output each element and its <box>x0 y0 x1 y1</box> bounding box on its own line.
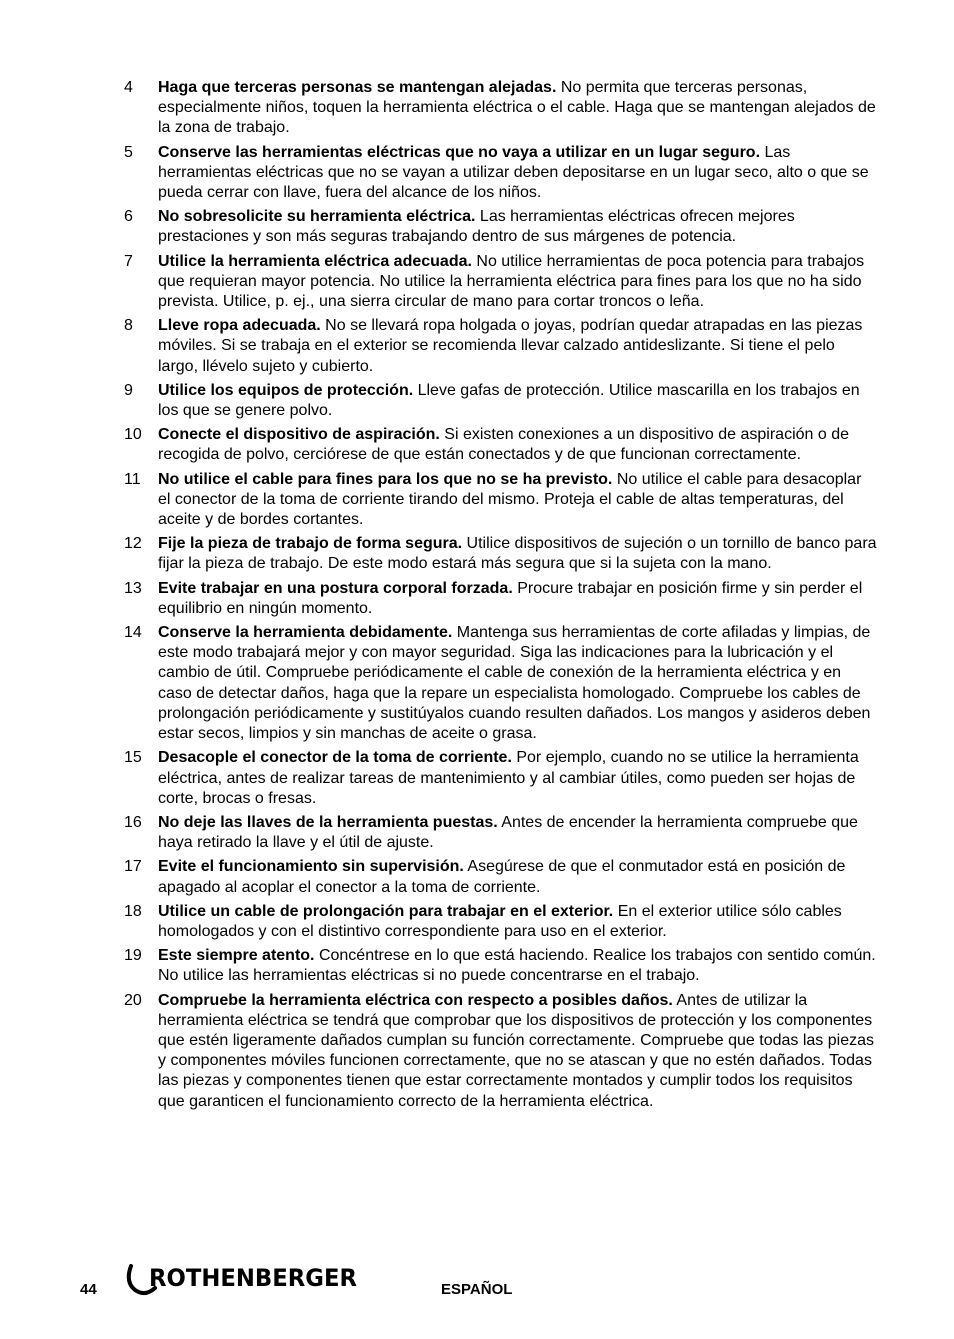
item-text: Procure trabajar en posición firme y sin perder el equilibrio en ningún momento. <box>158 579 863 617</box>
list-item <box>0 78 878 139</box>
item-text: Si existen conexiones a un dispositivo de aspiración o de recogida de polvo, cerciórese de que están conectados y de que funcionan correctamente. <box>158 426 849 464</box>
list-item <box>0 470 878 531</box>
item-heading: Este siempre atento. <box>158 947 315 965</box>
item-text: Utilice dispositivos de sujeción o un tornillo de banco para fijar la pieza de trabajo. De este modo estará más segura que si la sujeta con la mano. <box>158 535 877 573</box>
rothenberger-logo <box>123 1260 363 1300</box>
list-item <box>0 425 878 465</box>
item-number: 18 <box>124 902 142 920</box>
page-number: 44 <box>80 1281 97 1298</box>
item-number: 7 <box>124 252 133 270</box>
list-item <box>0 902 878 942</box>
list-item <box>0 207 878 247</box>
item-number: 14 <box>124 624 142 642</box>
list-item <box>0 534 878 574</box>
list-item <box>0 813 878 853</box>
brand-name: ROTHENBERGER <box>149 1264 357 1292</box>
list-item <box>0 991 878 1112</box>
item-number: 12 <box>124 535 142 553</box>
item-number: 10 <box>124 426 142 444</box>
item-heading: Desacople el conector de la toma de corriente. <box>158 749 512 767</box>
item-heading: Utilice los equipos de protección. <box>158 381 414 399</box>
item-number: 17 <box>124 858 142 876</box>
item-text: Las herramientas eléctricas que no se vayan a utilizar deben depositarse en un lugar seco, alto o que se pueda cerrar con llave, fuera del alcance de los niños. <box>158 143 869 202</box>
item-number: 4 <box>124 79 133 96</box>
item-heading: No deje las llaves de la herramienta puestas. <box>158 813 498 831</box>
item-number: 11 <box>124 470 141 488</box>
item-text: No utilice el cable para desacoplar el conector de la toma de corriente tirando del mismo. Proteja el cable de altas temperaturas, del aceite y de bordes cortantes. <box>158 470 862 529</box>
item-number: 19 <box>124 947 142 965</box>
item-heading: Compruebe la herramienta eléctrica con respecto a posibles daños. <box>158 991 673 1009</box>
item-heading: Haga que terceras personas se mantengan alejadas. <box>158 79 557 96</box>
item-heading: Evite trabajar en una postura corporal forzada. <box>158 579 513 597</box>
item-heading: Conserve las herramientas eléctricas que no vaya a utilizar en un lugar seguro. <box>158 143 761 161</box>
item-text: Concéntrese en lo que está haciendo. Realice los trabajos con sentido común. No utilice las herramientas eléctricas si no puede concentrarse en el trabajo. <box>158 947 876 985</box>
item-heading: Conserve la herramienta debidamente. <box>158 624 453 642</box>
language-label: ESPAÑOL <box>441 1281 513 1298</box>
item-text: Mantenga sus herramientas de corte afiladas y limpias, de este modo trabajará mejor y con mayor seguridad. Siga las indicaciones para la lubricación y el cambio de útil. Compruebe periódicamente el cable de conexión de la herramienta eléctrica y en caso de detectar daños, haga que la repare un especialista homologado. Compruebe los cables de prolongación periódicamente y sustitúyalos cuando resulten dañados. Los mangos y asideros deben estar secos, limpios y sin manchas de aceite o grasa. <box>158 624 871 743</box>
item-text: Lleve gafas de protección. Utilice mascarilla en los trabajos en los que se genere polvo. <box>158 381 860 420</box>
item-text: No se llevará ropa holgada o joyas, podrían quedar atrapadas en las piezas móviles. Si se trabaja en el exterior se recomienda llevar calzado antideslizante. Si tiene el pelo largo, llévelo sujeto y cubierto. <box>158 317 863 375</box>
item-text: No permita que terceras personas, especialmente niños, toquen la herramienta eléctrica o el cable. Haga que se mantengan alejados de la zona de trabajo. <box>158 79 876 137</box>
list-item <box>0 579 878 619</box>
item-text: En el exterior utilice sólo cables homologados y con el distintivo correspondiente para uso en el exterior. <box>158 902 842 940</box>
instruction-list <box>0 78 954 1116</box>
item-number: 9 <box>124 381 133 399</box>
item-text: Por ejemplo, cuando no se utilice la herramienta eléctrica, antes de realizar tareas de mantenimiento y al cambiar útiles, como pueden ser hojas de corte, brocas o fresas. <box>158 749 859 807</box>
item-heading: No utilice el cable para fines para los que no se ha previsto. <box>158 470 613 488</box>
list-item <box>0 748 878 809</box>
item-number: 6 <box>124 208 133 226</box>
item-heading: Lleve ropa adecuada. <box>158 317 321 335</box>
item-number: 5 <box>124 143 133 161</box>
item-heading: Fije la pieza de trabajo de forma segura. <box>158 535 463 553</box>
item-number: 16 <box>124 813 142 831</box>
item-text: Antes de utilizar la herramienta eléctrica se tendrá que comprobar que los dispositivos de protección y los componentes que estén ligeramente dañados cumplan su función correctamente. Compruebe que todas las piezas y componentes móviles funcionen correctamente, que no se atascan y que no estén dañados. Todas las piezas y componentes tienen que estar correctamente montados y cumplir todos los requisitos que garanticen el funcionamiento correcto de la herramienta eléctrica. <box>158 991 874 1110</box>
list-item <box>0 623 878 744</box>
list-item <box>0 252 878 313</box>
list-item <box>0 143 878 204</box>
item-heading: Utilice la herramienta eléctrica adecuada. <box>158 252 472 270</box>
item-text: No utilice herramientas de poca potencia para trabajos que requieran mayor potencia. No utilice la herramienta eléctrica para fines para los que no ha sido prevista. Utilice, p. ej., una sierra circular de mano para cortar troncos o leña. <box>158 252 865 311</box>
item-number: 20 <box>124 991 142 1009</box>
item-text: Antes de encender la herramienta compruebe que haya retirado la llave y el útil de ajuste. <box>158 813 858 852</box>
list-item <box>0 381 878 421</box>
list-item <box>0 316 878 377</box>
list-item <box>0 946 878 986</box>
item-heading: Utilice un cable de prolongación para trabajar en el exterior. <box>158 902 614 920</box>
item-heading: Evite el funcionamiento sin supervisión. <box>158 858 464 876</box>
item-number: 15 <box>124 749 142 767</box>
item-text: Asegúrese de que el conmutador está en posición de apagado al acoplar el conector a la toma de corriente. <box>158 858 846 896</box>
list-item <box>0 857 878 897</box>
item-text: Las herramientas eléctricas ofrecen mejores prestaciones y son más seguras trabajando dentro de sus márgenes de potencia. <box>158 208 795 246</box>
item-number: 8 <box>124 317 133 335</box>
item-heading: No sobresolicite su herramienta eléctrica. <box>158 208 476 226</box>
item-heading: Conecte el dispositivo de aspiración. <box>158 426 440 444</box>
item-number: 13 <box>124 579 142 597</box>
